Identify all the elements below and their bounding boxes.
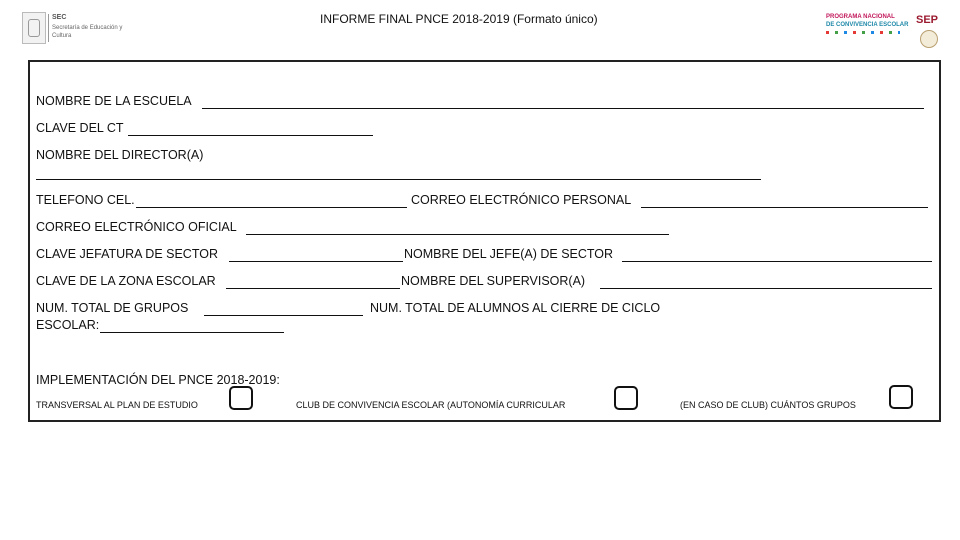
form-frame (28, 60, 941, 422)
clave-zona-field[interactable] (226, 276, 400, 289)
supervisor-label: NOMBRE DEL SUPERVISOR(A) (401, 274, 586, 288)
grupos-box[interactable] (889, 385, 913, 409)
club-checkbox[interactable] (614, 386, 638, 410)
implementation-heading: IMPLEMENTACIÓN DEL PNCE 2018-2019: (36, 373, 280, 387)
sep-seal-icon (920, 30, 938, 48)
clave-ct-field[interactable] (128, 123, 373, 136)
correo-personal-label: CORREO ELECTRÓNICO PERSONAL (411, 193, 632, 207)
pnce-logo-line2: DE CONVIVENCIA ESCOLAR (826, 22, 909, 28)
num-grupos-field[interactable] (204, 303, 363, 316)
sec-logo-subtitle: Secretaría de Educación y Cultura (52, 25, 123, 39)
telefono-label: TELEFONO CEL. (36, 193, 135, 207)
pnce-logo-dots (826, 31, 900, 34)
page-title: INFORME FINAL PNCE 2018-2019 (Formato único) (320, 12, 598, 26)
sec-logo (22, 12, 123, 46)
correo-personal-field[interactable] (641, 195, 928, 208)
school-name-field[interactable] (202, 96, 924, 109)
clave-jefatura-field[interactable] (229, 249, 403, 262)
num-alumnos-label-cont: ESCOLAR: (36, 318, 100, 332)
sec-logo-org: SEC (52, 14, 67, 21)
director-name-label: NOMBRE DEL DIRECTOR(A) (36, 148, 204, 162)
coat-of-arms-icon (22, 12, 46, 44)
director-name-field[interactable] (36, 167, 761, 180)
supervisor-field[interactable] (600, 276, 932, 289)
grupos-label: (EN CASO DE CLUB) CUÁNTOS GRUPOS (680, 400, 856, 410)
school-name-label: NOMBRE DE LA ESCUELA (36, 94, 192, 108)
clave-jefatura-label: CLAVE JEFATURA DE SECTOR (36, 247, 218, 261)
transversal-option-label: TRANSVERSAL AL PLAN DE ESTUDIO (36, 400, 198, 410)
pnce-logo-line1: PROGRAMA NACIONAL (826, 14, 895, 20)
pnce-logo (826, 14, 909, 38)
correo-oficial-field[interactable] (246, 222, 669, 235)
club-option-label: CLUB DE CONVIVENCIA ESCOLAR (AUTONOMÍA CURRICULAR (296, 400, 566, 410)
sep-logo (914, 14, 946, 48)
clave-zona-label: CLAVE DE LA ZONA ESCOLAR (36, 274, 216, 288)
jefe-sector-field[interactable] (622, 249, 932, 262)
logo-divider (48, 14, 49, 42)
transversal-checkbox[interactable] (229, 386, 253, 410)
num-grupos-label: NUM. TOTAL DE GRUPOS (36, 301, 189, 315)
sep-logo-text: SEP (916, 14, 939, 26)
correo-oficial-label: CORREO ELECTRÓNICO OFICIAL (36, 220, 237, 234)
clave-ct-label: CLAVE DEL CT (36, 121, 124, 135)
num-alumnos-label: NUM. TOTAL DE ALUMNOS AL CIERRE DE CICLO (370, 301, 661, 315)
telefono-field[interactable] (136, 195, 407, 208)
num-alumnos-field[interactable] (100, 320, 284, 333)
jefe-sector-label: NOMBRE DEL JEFE(A) DE SECTOR (404, 247, 614, 261)
